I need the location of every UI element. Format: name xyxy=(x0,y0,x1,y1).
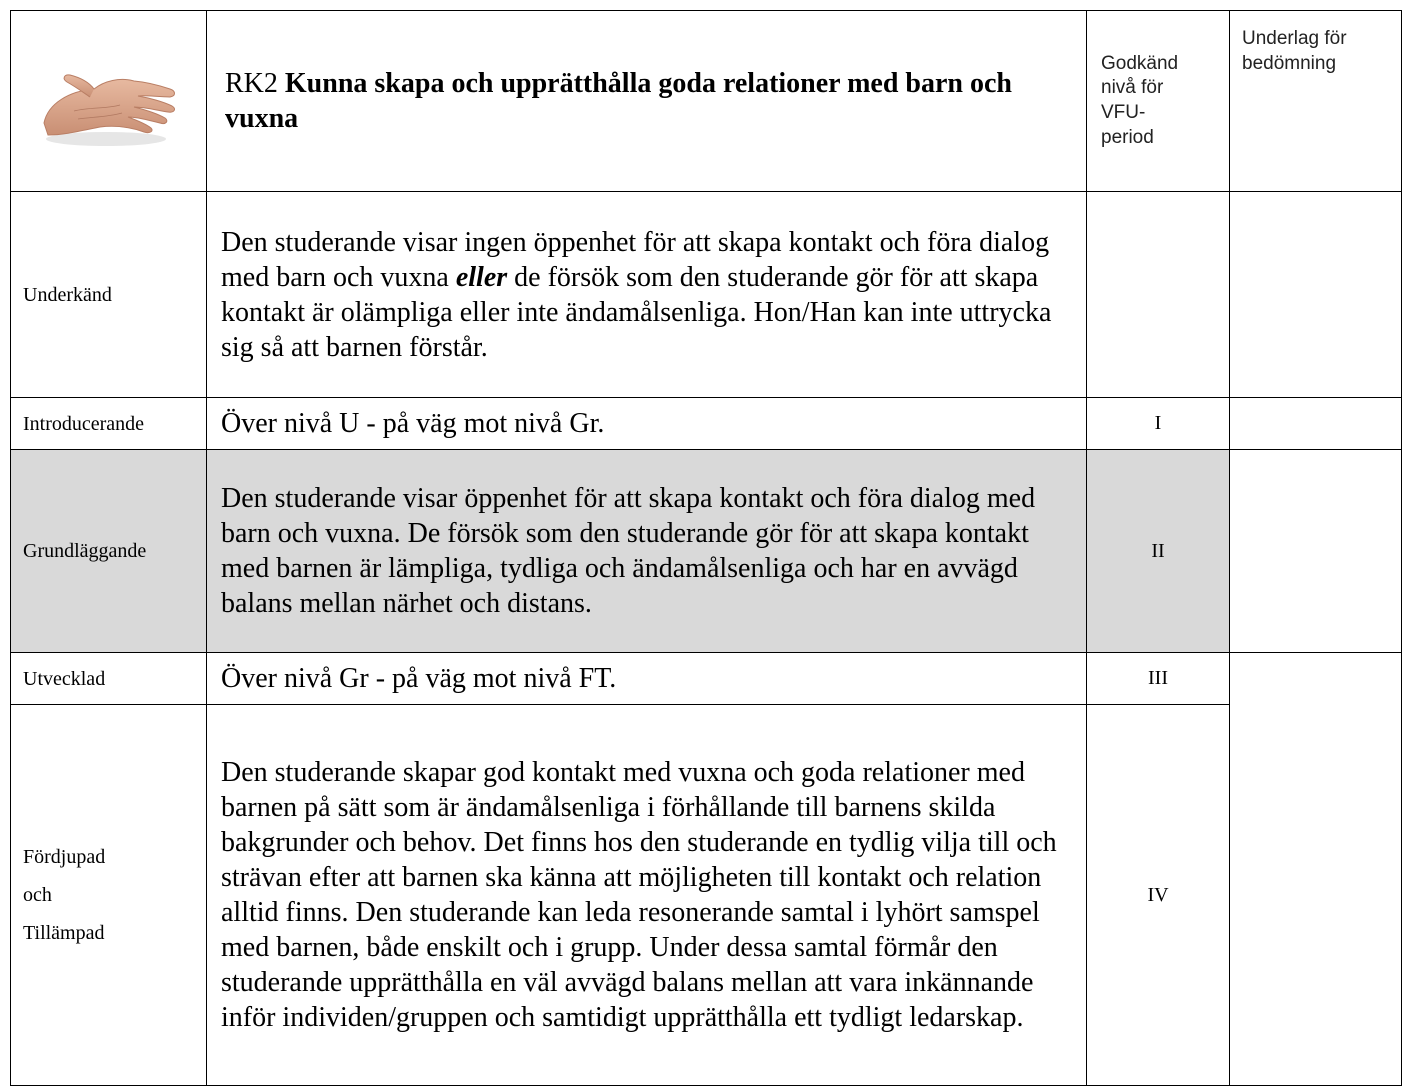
grade-header-line: nivå för xyxy=(1101,77,1164,99)
table-row xyxy=(11,192,1402,398)
grade-level-cell xyxy=(1087,192,1230,398)
table-row xyxy=(11,653,1402,705)
level-label-line: Fördjupad xyxy=(23,846,106,868)
criterion-title xyxy=(207,11,1087,192)
criterion-code: RK2 xyxy=(225,68,278,99)
level-description: Över nivå Gr - på väg mot nivå FT. xyxy=(207,653,1087,705)
level-label: Grundläggande xyxy=(11,450,207,653)
level-label: Underkänd xyxy=(11,192,207,398)
level-description: Över nivå U - på väg mot nivå Gr. xyxy=(207,398,1087,450)
grade-level-cell: III xyxy=(1087,653,1230,705)
description-text: Den studerande visar ingen öppenhet för att skapa kontakt och föra dialog med barn och vuxna xyxy=(221,226,1050,293)
assessment-basis-cell xyxy=(1230,653,1402,1086)
grade-level-cell: II xyxy=(1087,450,1230,653)
table-row xyxy=(11,450,1402,653)
hand-image-cell xyxy=(11,11,207,192)
assessment-basis-cell xyxy=(1230,450,1402,653)
assessment-basis-header xyxy=(1230,11,1402,192)
grade-level-cell: I xyxy=(1087,398,1230,450)
level-label-line: och xyxy=(23,884,52,906)
level-label: Introducerande xyxy=(11,398,207,450)
level-description: Den studerande skapar god kontakt med vuxna och goda relationer med barnen på sätt som är ändamålsenliga i förhållande till barnens skilda bakgrunder och behov. Det finns hos den studerande en tydlig vilja till och strävan efter att barnen ska känna att möjligheten till kontakt och relation alltid finns. Den studerande kan leda resonerande samtal i lyhört samspel med barnen, både enskilt och i grupp. Under dessa samtal förmår den studerande upprätthålla en väl avvägd balans mellan att vara inkännande inför individen/gruppen och samtidigt upprätthålla ett tydligt ledarskap. xyxy=(207,705,1087,1086)
grade-header-line: period xyxy=(1101,126,1154,148)
description-text: de försök som den studerande gör för att skapa kontakt är olämpliga eller inte ändamålsenliga. Hon/Han kan inte uttrycka sig så att barnen förstår. xyxy=(221,261,1052,363)
level-description xyxy=(207,192,1087,398)
header-row xyxy=(11,11,1402,192)
assessment-basis-cell xyxy=(1230,398,1402,450)
table-row xyxy=(11,398,1402,450)
criterion-heading: Kunna skapa och upprätthålla goda relationer med barn och vuxna xyxy=(225,68,1012,134)
description-emphasis: eller xyxy=(455,261,508,293)
assessment-rubric-table xyxy=(10,10,1402,1086)
assessment-basis-cell xyxy=(1230,192,1402,398)
grade-header-line: Godkänd xyxy=(1101,52,1179,74)
basis-header-line: bedömning xyxy=(1242,52,1337,74)
basis-header-line: Underlag för xyxy=(1242,28,1347,49)
level-description: Den studerande visar öppenhet för att skapa kontakt och föra dialog med barn och vuxna. De försök som den studerande gör för att skapa kontakt med barnen är lämpliga, tydliga och ändamålsenliga och har en avvägd balans mellan närhet och distans. xyxy=(207,450,1087,653)
table-row xyxy=(11,705,1402,1086)
grade-level-cell: IV xyxy=(1087,705,1230,1086)
level-label xyxy=(11,705,207,1086)
hand-icon xyxy=(34,51,184,151)
level-label: Utvecklad xyxy=(11,653,207,705)
grade-level-header xyxy=(1087,11,1230,192)
level-label-line: Tillämpad xyxy=(23,922,105,944)
grade-header-line: VFU- xyxy=(1101,102,1146,123)
